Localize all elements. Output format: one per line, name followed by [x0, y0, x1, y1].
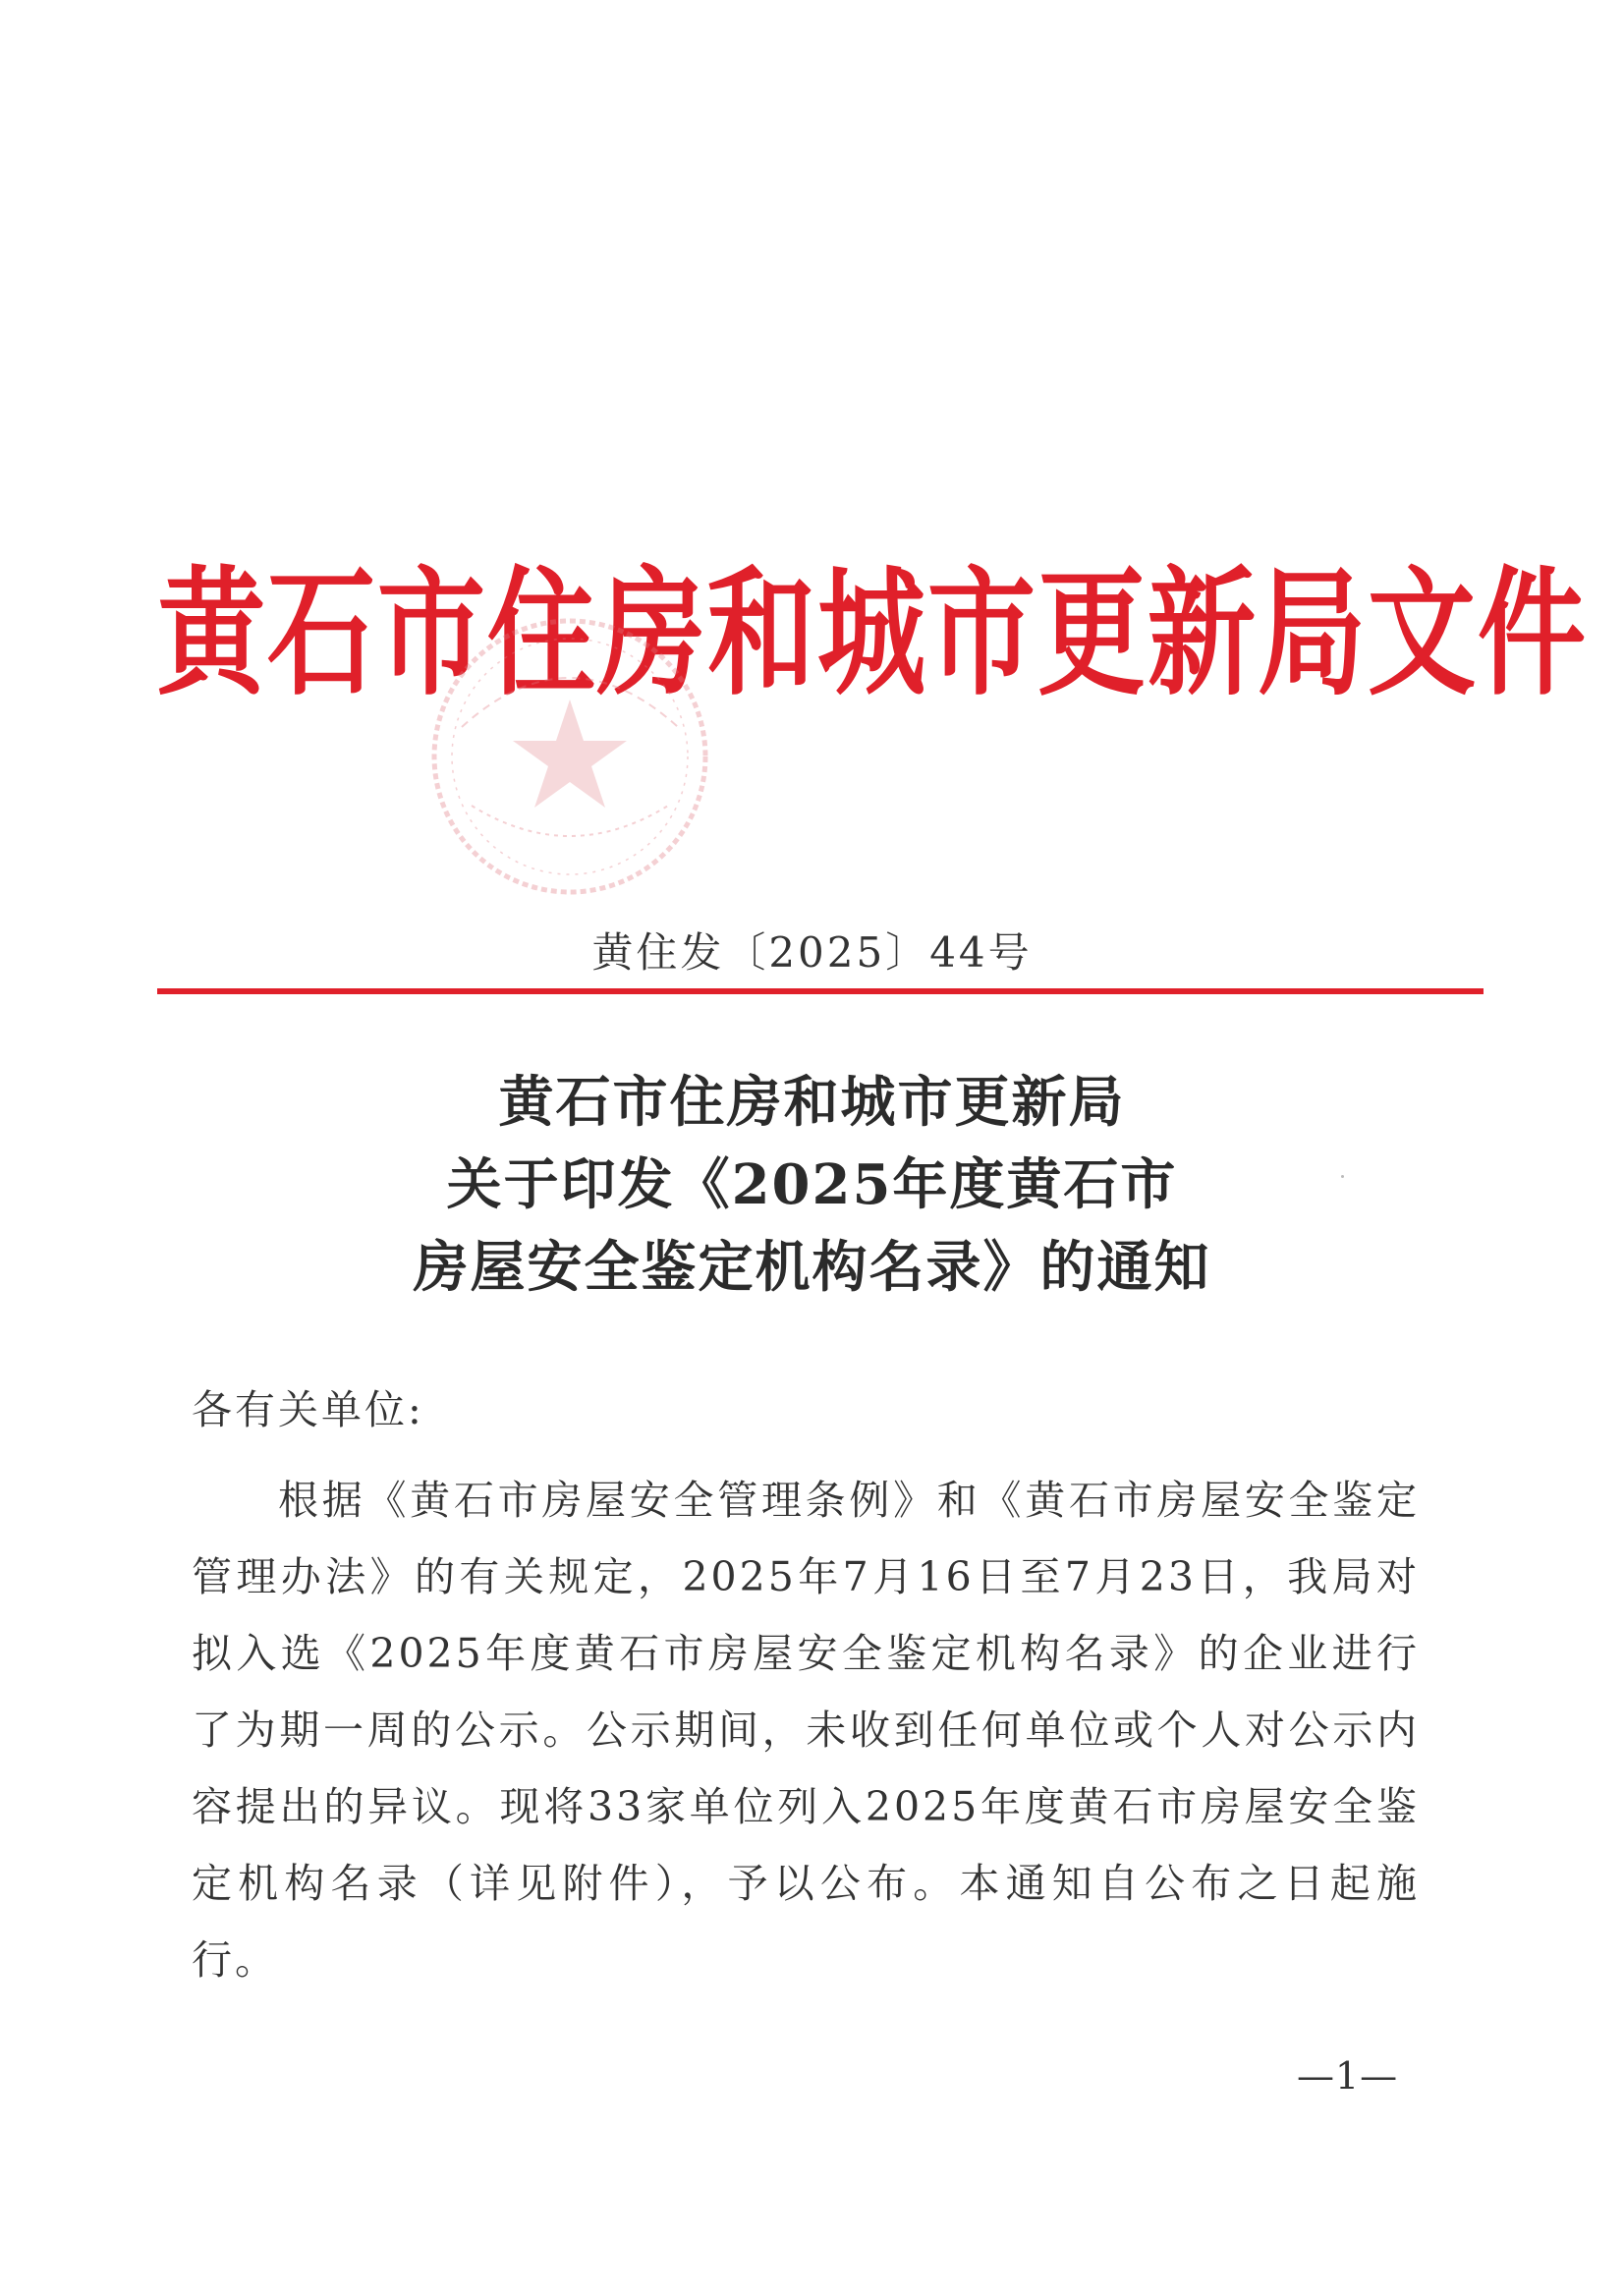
notice-title-line: 房屋安全鉴定机构名录》的通知 — [413, 1235, 1211, 1300]
notice-title — [0, 1061, 1624, 1309]
notice-title-line: 关于印发《2025年度黄石市 — [446, 1152, 1178, 1217]
official-seal-icon — [422, 609, 717, 904]
page-number: —1— — [1297, 2054, 1399, 2098]
masthead-title: 黄石市住房和城市更新局文件 — [157, 551, 1588, 714]
red-divider-rule — [157, 988, 1484, 994]
salutation: 各有关单位: — [192, 1386, 424, 1433]
body-paragraph: 根据《黄石市房屋安全管理条例》和《黄石市房屋安全鉴定管理办法》的有关规定，2025年7月16日至7月23日，我局对拟入选《2025年度黄石市房屋安全鉴定机构名录》的企业进行了为期一周的公示。公示期间，未收到任何单位或个人对公示内容提出的异议。现将33家单位列入2025年度黄石市房屋安全鉴定机构名录（详见附件），予以公布。本通知自公布之日起施行。 — [192, 1477, 1420, 1984]
scan-speck — [1341, 1175, 1344, 1178]
document-number: 黄住发〔2025〕44号 — [591, 928, 1033, 977]
notice-title-line: 黄石市住房和城市更新局 — [498, 1070, 1126, 1135]
